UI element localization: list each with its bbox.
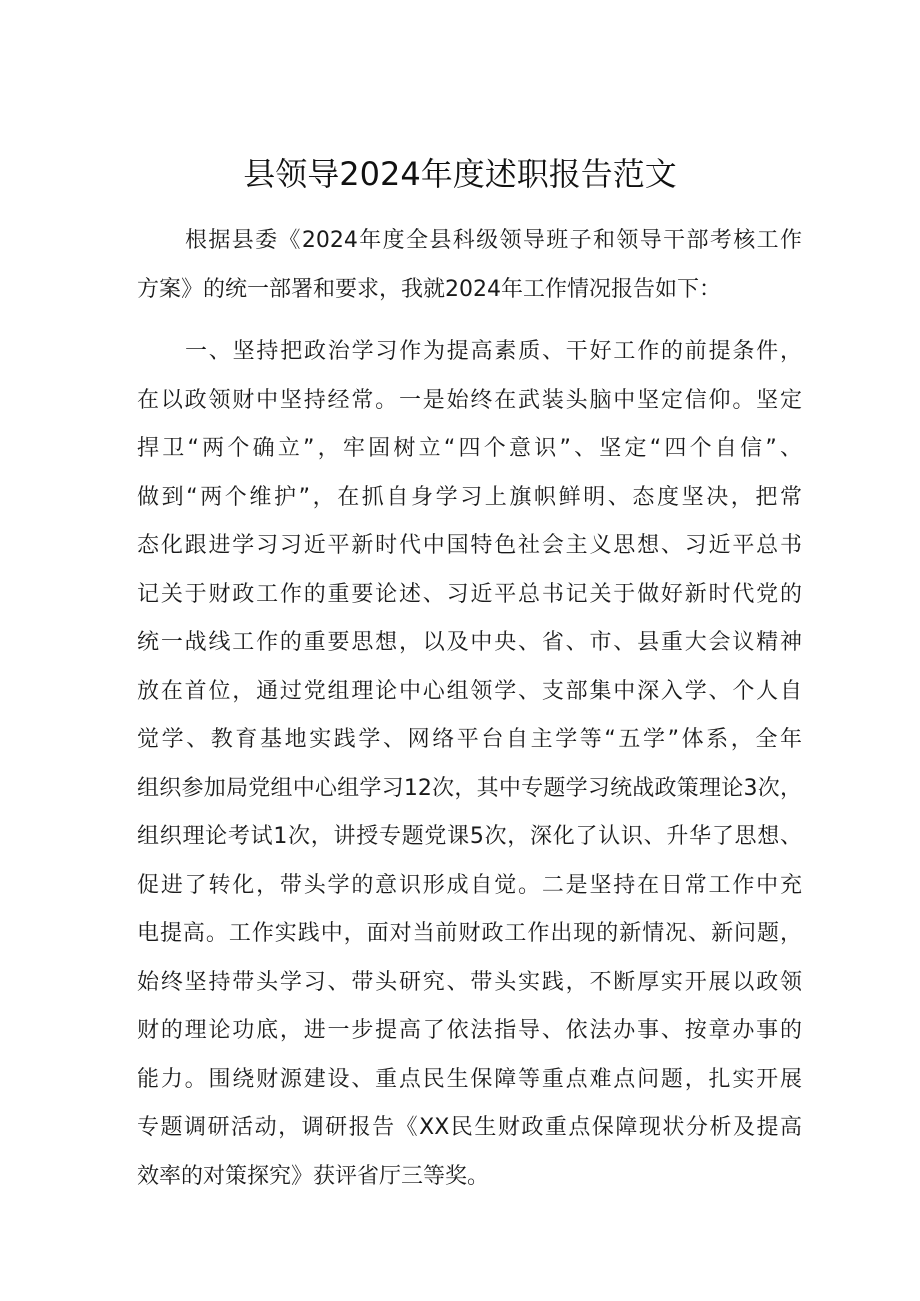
paragraph-line: 根据县委《2024年度全县科级领导班子和领导干部考核工作 bbox=[185, 228, 802, 253]
paragraph-section-one bbox=[137, 328, 802, 1201]
paragraph-line: 一、坚持把政治学习作为提高素质、干好工作的前提条件， bbox=[185, 339, 802, 364]
paragraph-line: 捍卫“两个确立”，牢固树立“四个意识”、坚定“四个自信”、 bbox=[137, 436, 802, 461]
paragraph-line: 专题调研活动，调研报告《XX民生财政重点保障现状分析及提高 bbox=[137, 1115, 802, 1140]
paragraph-line: 态化跟进学习习近平新时代中国特色社会主义思想、习近平总书 bbox=[137, 533, 802, 558]
paragraph-line: 始终坚持带头学习、带头研究、带头实践，不断厚实开展以政领 bbox=[137, 969, 802, 995]
paragraph-line: 促进了转化，带头学的意识形成自觉。二是坚持在日常工作中充 bbox=[137, 872, 802, 898]
paragraph-line: 电提高。工作实践中，面对当前财政工作出现的新情况、新问题， bbox=[137, 921, 802, 946]
paragraph-line: 记关于财政工作的重要论述、习近平总书记关于做好新时代党的 bbox=[137, 581, 802, 607]
paragraph-line: 能力。围绕财源建设、重点民生保障等重点难点问题，扎实开展 bbox=[137, 1066, 802, 1092]
paragraph-line: 做到“两个维护”，在抓自身学习上旗帜鲜明、态度坚决，把常 bbox=[137, 484, 802, 510]
paragraph-line: 财的理论功底，进一步提高了依法指导、依法办事、按章办事的 bbox=[137, 1018, 802, 1043]
paragraph-line: 组织理论考试1次，讲授专题党课5次，深化了认识、升华了思想、 bbox=[137, 824, 802, 849]
paragraph-line: 觉学、教育基地实践学、网络平台自主学等“五学”体系，全年 bbox=[137, 727, 802, 752]
paragraph-line: 组织参加局党组中心组学习12次，其中专题学习统战政策理论3次， bbox=[137, 775, 802, 801]
paragraph-line: 方案》的统一部署和要求，我就2024年工作情况报告如下： bbox=[137, 276, 721, 302]
paragraph-line: 在以政领财中坚持经常。一是始终在武装头脑中坚定信仰。坚定 bbox=[137, 387, 802, 413]
document-title: 县领导2024年度述职报告范文 bbox=[243, 155, 677, 193]
paragraph-intro bbox=[137, 217, 802, 314]
paragraph-line: 效率的对策探究》获评省厅三等奖。 bbox=[137, 1163, 490, 1189]
paragraph-line: 放在首位，通过党组理论中心组领学、支部集中深入学、个人自 bbox=[137, 678, 802, 704]
paragraph-line: 统一战线工作的重要思想，以及中央、省、市、县重大会议精神 bbox=[137, 630, 802, 655]
